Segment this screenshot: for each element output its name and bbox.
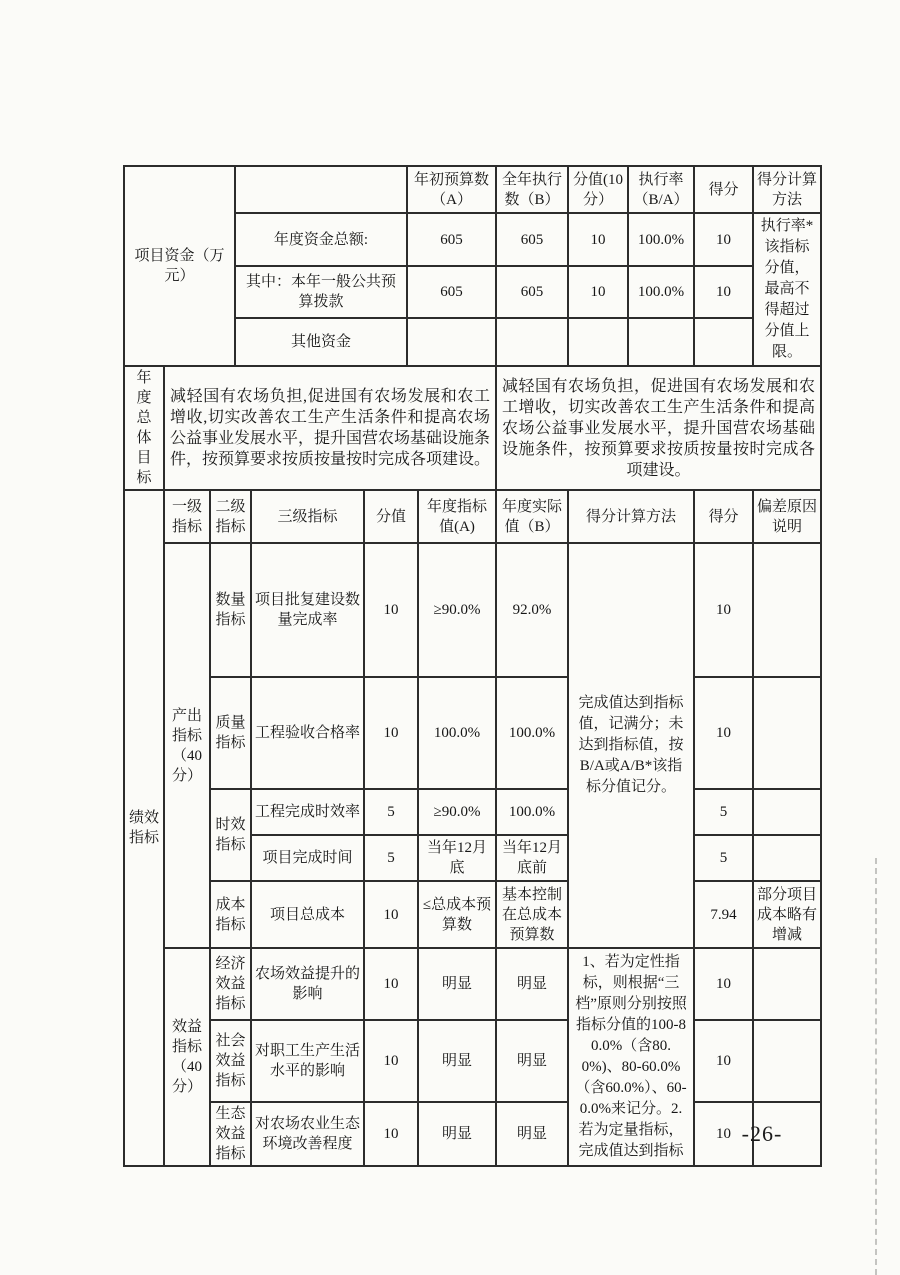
perf-deviation <box>753 1020 821 1102</box>
empty-cell <box>628 318 694 366</box>
funds-exec-b: 605 <box>496 266 568 318</box>
annual-goal-row <box>124 366 821 490</box>
perf-header-l1: 一级指标 <box>164 490 210 543</box>
perf-value: 10 <box>364 948 418 1020</box>
perf-method-output: 完成值达到指标值，记满分；未达到指标值，按B/A或A/B*该指标分值记分。 <box>568 543 694 948</box>
perf-l2: 时效指标 <box>210 789 251 881</box>
funds-row-label: 其中：本年一般公共预算拨款 <box>235 266 407 318</box>
perf-l2: 成本指标 <box>210 881 251 948</box>
perf-header-l2: 二级指标 <box>210 490 251 543</box>
funds-header-score: 得分 <box>694 166 753 213</box>
perf-l3: 项目总成本 <box>251 881 364 948</box>
perf-header-row <box>124 490 821 543</box>
funds-budget-a: 605 <box>407 213 496 266</box>
funds-label-cell: 项目资金（万元） <box>124 166 235 366</box>
funds-row-label: 年度资金总额: <box>235 213 407 266</box>
funds-header-value: 分值(10分） <box>568 166 628 213</box>
perf-score: 10 <box>694 948 753 1020</box>
perf-row-cost <box>124 881 821 948</box>
perf-value: 10 <box>364 881 418 948</box>
funds-row-label: 其他资金 <box>235 318 407 366</box>
funds-rate: 100.0% <box>628 213 694 266</box>
perf-actual: 基本控制在总成本预算数 <box>496 881 568 948</box>
perf-header-method: 得分计算方法 <box>568 490 694 543</box>
perf-header-deviation: 偏差原因说明 <box>753 490 821 543</box>
perf-score: 10 <box>694 677 753 789</box>
perf-score: 10 <box>694 1020 753 1102</box>
perf-score: 10 <box>694 1102 753 1166</box>
perf-l2: 社会效益指标 <box>210 1020 251 1102</box>
perf-row-timeliness-1 <box>124 789 821 835</box>
perf-target: 100.0% <box>418 677 496 789</box>
perf-target: 明显 <box>418 1102 496 1166</box>
perf-l3: 项目批复建设数量完成率 <box>251 543 364 677</box>
perf-l3: 项目完成时间 <box>251 835 364 881</box>
funds-value: 10 <box>568 266 628 318</box>
perf-l2: 数量指标 <box>210 543 251 677</box>
perf-header-actual: 年度实际值（B） <box>496 490 568 543</box>
funds-header-exec-b: 全年执行数（B） <box>496 166 568 213</box>
perf-value: 10 <box>364 1020 418 1102</box>
funds-header-budget-a: 年初预算数（A） <box>407 166 496 213</box>
perf-l3: 农场效益提升的影响 <box>251 948 364 1020</box>
perf-deviation: 部分项目成本略有增减 <box>753 881 821 948</box>
funds-header-rate: 执行率（B/A） <box>628 166 694 213</box>
perf-l3: 工程验收合格率 <box>251 677 364 789</box>
perf-actual: 100.0% <box>496 789 568 835</box>
annual-goal-text-left: 减轻国有农场负担,促进国有农场发展和农工增收,切实改善农工生产生活条件和提高农场公益事业发展水平，提升国营农场基础设施条件，按预算要求按质按量按时完成各项建设。 <box>164 366 496 490</box>
perf-actual: 当年12月底前 <box>496 835 568 881</box>
empty-cell <box>496 318 568 366</box>
perf-value: 10 <box>364 677 418 789</box>
empty-cell <box>694 318 753 366</box>
perf-l2: 质量指标 <box>210 677 251 789</box>
scan-edge-artifact <box>875 858 877 1275</box>
perf-actual: 明显 <box>496 1102 568 1166</box>
perf-header-score: 得分 <box>694 490 753 543</box>
perf-header-l3: 三级指标 <box>251 490 364 543</box>
perf-l3: 工程完成时效率 <box>251 789 364 835</box>
perf-deviation <box>753 835 821 881</box>
perf-row-economic <box>124 948 821 1020</box>
perf-header-target: 年度指标值(A) <box>418 490 496 543</box>
annual-goal-text-right: 减轻国有农场负担，促进国有农场发展和农工增收，切实改善农工生产生活条件和提高农场公益事业发展水平，提升国营农场基础设施条件，按预算要求按质按量按时完成各项建设。 <box>496 366 821 490</box>
perf-actual: 明显 <box>496 1020 568 1102</box>
perf-side-label: 绩效指标 <box>124 490 164 1166</box>
perf-target: ≥90.0% <box>418 543 496 677</box>
perf-l3: 对职工生产生活水平的影响 <box>251 1020 364 1102</box>
perf-target: ≥90.0% <box>418 789 496 835</box>
funds-method-note: 执行率*该指标分值，最高不得超过分值上限。 <box>753 213 821 366</box>
perf-value: 5 <box>364 835 418 881</box>
annual-goal-label: 年度总体目标 <box>124 366 164 490</box>
perf-deviation <box>753 789 821 835</box>
funds-value: 10 <box>568 213 628 266</box>
funds-rate: 100.0% <box>628 266 694 318</box>
perf-row-quantity <box>124 543 821 677</box>
perf-target: 当年12月底 <box>418 835 496 881</box>
funds-header-row <box>124 166 821 213</box>
perf-value: 10 <box>364 1102 418 1166</box>
perf-deviation <box>753 543 821 677</box>
perf-method-benefit: 1、若为定性指标，则根据“三档”原则分别按照指标分值的100-80.0%（含80.0%)、80-60.0%（含60.0%）、60-0.0%来记分。2.若为定量指标，完成值达到指标 <box>568 948 694 1166</box>
perf-value: 5 <box>364 789 418 835</box>
perf-score: 5 <box>694 789 753 835</box>
perf-group-benefit: 效益指标（40分） <box>164 948 210 1166</box>
perf-l2: 生态效益指标 <box>210 1102 251 1166</box>
perf-deviation <box>753 677 821 789</box>
perf-actual: 92.0% <box>496 543 568 677</box>
funds-score: 10 <box>694 266 753 318</box>
perf-l2: 经济效益指标 <box>210 948 251 1020</box>
funds-empty-header-cell <box>235 166 407 213</box>
perf-score: 10 <box>694 543 753 677</box>
perf-actual: 100.0% <box>496 677 568 789</box>
funds-budget-a: 605 <box>407 266 496 318</box>
perf-score: 7.94 <box>694 881 753 948</box>
perf-target: 明显 <box>418 1020 496 1102</box>
perf-actual: 明显 <box>496 948 568 1020</box>
empty-cell <box>568 318 628 366</box>
funds-exec-b: 605 <box>496 213 568 266</box>
funds-score: 10 <box>694 213 753 266</box>
page-number: -26- <box>741 1121 783 1146</box>
perf-value: 10 <box>364 543 418 677</box>
funds-header-method: 得分计算方法 <box>753 166 821 213</box>
perf-row-ecological <box>124 1102 821 1166</box>
performance-evaluation-table <box>123 165 822 1167</box>
empty-cell <box>407 318 496 366</box>
perf-row-social <box>124 1020 821 1102</box>
perf-target: 明显 <box>418 948 496 1020</box>
perf-row-quality <box>124 677 821 789</box>
perf-target: ≤总成本预算数 <box>418 881 496 948</box>
perf-l3: 对农场农业生态环境改善程度 <box>251 1102 364 1166</box>
perf-group-output: 产出指标（40分） <box>164 543 210 948</box>
perf-header-value: 分值 <box>364 490 418 543</box>
perf-score: 5 <box>694 835 753 881</box>
perf-deviation <box>753 948 821 1020</box>
